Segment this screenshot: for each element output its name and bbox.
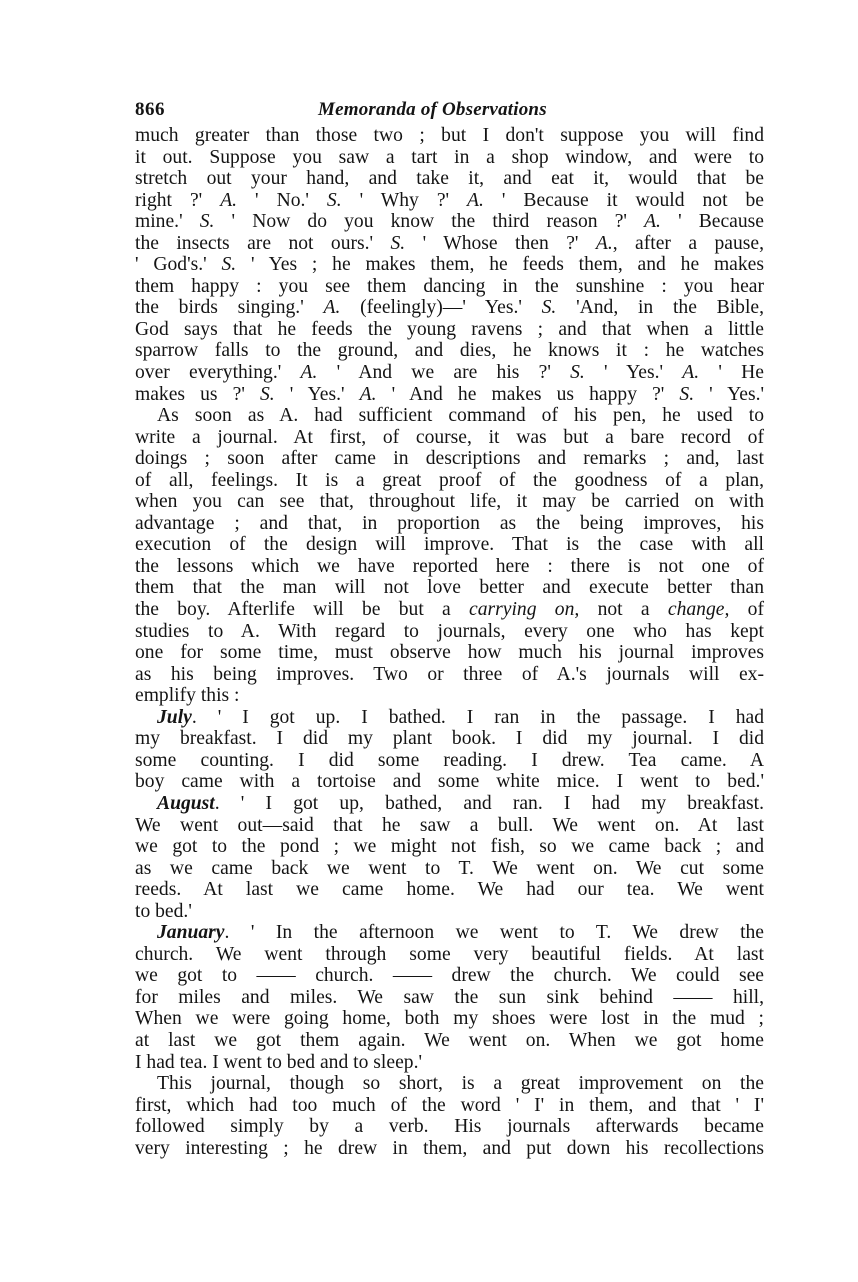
text-run: ' Whose then ?' [405, 232, 596, 254]
text-line: as we came back we went to T. We went on. We cut some [135, 857, 764, 879]
running-head [135, 98, 764, 122]
book-page [135, 98, 764, 1159]
text-line [135, 384, 764, 406]
text-run: of [729, 599, 764, 621]
text-line: we got to the pond ; we might not fish, so we came back ; and [135, 836, 764, 858]
text-run: ' Now do you know the third reason ?' [214, 211, 645, 233]
text-line: We went out—said that he saw a bull. We went on. At last [135, 814, 764, 836]
text-line: it out. Suppose you saw a tart in a shop window, and were to [135, 146, 764, 168]
text-run: ' No.' [237, 189, 327, 211]
speaker-a: A. [323, 297, 341, 319]
text-line: advantage ; and that, in proportion as the being improves, his [135, 512, 764, 534]
running-title: Memoranda of Observations [318, 99, 547, 120]
emphasis: change, [667, 599, 730, 621]
text-run: mine.' [135, 211, 200, 233]
text-run: ' Yes ; he makes them, he feeds them, and he makes [236, 254, 765, 276]
text-line: them happy : you see them dancing in the sunshine : you hear [135, 275, 764, 297]
speaker-s: S. [221, 254, 237, 276]
text-line: first, which had too much of the word ' I' in them, and that ' I' [135, 1094, 764, 1116]
text-run: ' Because it would not be [483, 189, 764, 211]
text-line [135, 233, 764, 255]
emphasis: carrying on, [469, 599, 580, 621]
text-line: reeds. At last we came home. We had our tea. We went [135, 879, 764, 901]
text-line: we got to —— church. —— drew the church. We could see [135, 965, 764, 987]
text-line: followed simply by a verb. His journals afterwards became [135, 1116, 764, 1138]
text-line [135, 190, 764, 212]
text-run: not a [579, 599, 668, 621]
page-number: 866 [135, 99, 165, 120]
text-line [135, 707, 764, 729]
text-line: This journal, though so short, is a great improvement on the [157, 1073, 764, 1095]
text-run: ' Yes.' [694, 383, 765, 405]
text-run: right ?' [135, 189, 221, 211]
text-line [135, 211, 764, 233]
journal-month-heading: January [157, 922, 225, 944]
speaker-a: A. [682, 362, 700, 384]
text-line: the lessons which we have reported here : there is not one of [135, 555, 764, 577]
speaker-a: A. [300, 362, 318, 384]
text-run: makes us ?' [135, 383, 260, 405]
text-run: ' And he makes us happy ?' [376, 383, 680, 405]
text-line: for miles and miles. We saw the sun sink behind —— hill, [135, 986, 764, 1008]
text-line: execution of the design will improve. That is the case with all [135, 534, 764, 556]
speaker-a: A. [595, 232, 613, 254]
speaker-s: S. [199, 211, 215, 233]
speaker-s: S. [679, 383, 695, 405]
text-run: 'And, in the Bible, [556, 297, 764, 319]
speaker-s: S. [390, 232, 406, 254]
text-line: one for some time, must observe how much his journal improves [135, 642, 764, 664]
text-line: I had tea. I went to bed and to sleep.' [135, 1051, 422, 1073]
text-line: some counting. I did some reading. I drew. Tea came. A [135, 749, 764, 771]
text-line: church. We went through some very beautiful fields. At last [135, 943, 764, 965]
text-line: As soon as A. had sufficient command of his pen, he used to [157, 405, 764, 427]
text-line: as his being improves. Two or three of A.'s journals will ex- [135, 663, 764, 685]
body-text [135, 125, 764, 1159]
text-run: , after a pause, [612, 232, 764, 254]
text-line [135, 793, 764, 815]
text-run: ' God's.' [135, 254, 222, 276]
text-line: very interesting ; he drew in them, and put down his recollections [135, 1137, 764, 1159]
text-line: stretch out your hand, and take it, and eat it, would that be [135, 168, 764, 190]
text-line [135, 297, 764, 319]
text-line: boy came with a tortoise and some white mice. I went to bed.' [135, 771, 764, 793]
text-line: at last we got them again. We went on. When we got home [135, 1029, 764, 1051]
text-line: sparrow falls to the ground, and dies, he knows it : he watches [135, 340, 764, 362]
text-line: studies to A. With regard to journals, every one who has kept [135, 620, 764, 642]
text-run: ' Yes.' [584, 362, 683, 384]
text-run: . ' In the afternoon we went to T. We drew the [224, 922, 764, 944]
text-run: (feelingly)—' Yes.' [340, 297, 542, 319]
text-line: write a journal. At first, of course, it was but a bare record of [135, 426, 764, 448]
text-run: ' Because [660, 211, 764, 233]
text-line: emplify this : [135, 685, 240, 707]
speaker-s: S. [570, 362, 585, 384]
text-line: them that the man will not love better and execute better than [135, 577, 764, 599]
speaker-a: A. [359, 383, 377, 405]
text-line: of all, feelings. It is a great proof of the goodness of a plan, [135, 469, 764, 491]
speaker-a: A. [467, 189, 484, 211]
text-run: over everything.' [135, 362, 301, 384]
speaker-a: A. [220, 189, 238, 211]
text-line: my breakfast. I did my plant book. I did my journal. I did [135, 728, 764, 750]
speaker-a: A. [644, 211, 661, 233]
journal-month-heading: August [157, 792, 215, 814]
text-run: ' And we are his ?' [317, 362, 571, 384]
text-run: . ' I got up, bathed, and ran. I had my breakfast. [214, 792, 764, 814]
text-run: the birds singing.' [135, 297, 324, 319]
text-line [135, 922, 764, 944]
speaker-s: S. [259, 383, 275, 405]
text-run: ' Why ?' [341, 189, 468, 211]
text-line: when you can see that, throughout life, it may be carried on with [135, 491, 764, 513]
text-run: the insects are not ours.' [135, 232, 391, 254]
speaker-s: S. [541, 297, 557, 319]
text-line: much greater than those two ; but I don't suppose you will find [135, 125, 764, 146]
text-line: to bed.' [135, 900, 192, 922]
journal-month-heading: July [157, 706, 192, 728]
text-line [135, 599, 764, 621]
text-run: the boy. Afterlife will be but a [135, 599, 470, 621]
text-line: God says that he feeds the young ravens ; and that when a little [135, 318, 764, 340]
text-line [135, 254, 764, 276]
text-line: doings ; soon after came in descriptions and remarks ; and, last [135, 448, 764, 470]
text-run: ' Yes.' [274, 383, 360, 405]
text-line [135, 362, 764, 384]
text-run: . ' I got up. I bathed. I ran in the passage. I had [191, 706, 764, 728]
text-run: ' He [699, 362, 764, 384]
text-line: When we were going home, both my shoes were lost in the mud ; [135, 1008, 764, 1030]
speaker-s: S. [326, 189, 342, 211]
